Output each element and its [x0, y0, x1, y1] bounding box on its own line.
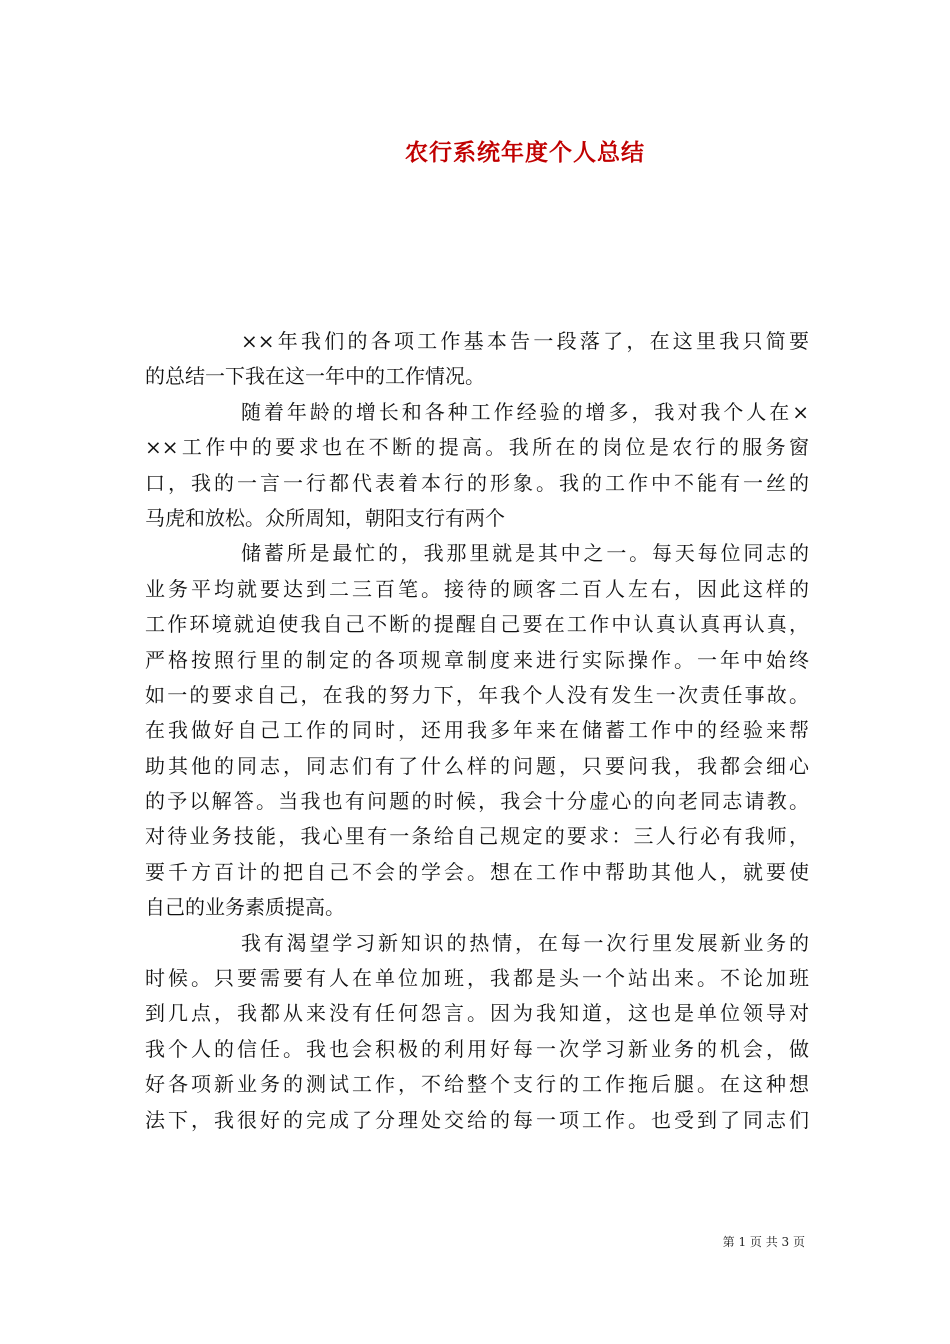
body-line: 法下，我很好的完成了分理处交给的每一项工作。也受到了同志们	[145, 1107, 809, 1132]
body-line: ××年我们的各项工作基本告一段落了，在这里我只简要	[241, 329, 809, 353]
body-line: 的予以解答。当我也有问题的时候，我会十分虚心的向老同志请教。	[145, 789, 809, 814]
body-line: 要千方百计的把自己不会的学会。想在工作中帮助其他人，就要使	[145, 859, 809, 884]
body-line: 的总结一下我在这一年中的工作情况。	[145, 364, 485, 389]
body-line: 口，我的一言一行都代表着本行的形象。我的工作中不能有一丝的	[145, 470, 809, 495]
body-line: 储蓄所是最忙的，我那里就是其中之一。每天每位同志的	[241, 541, 809, 566]
body-line: 好各项新业务的测试工作，不给整个支行的工作拖后腿。在这种想	[145, 1072, 809, 1097]
body-line: 到几点，我都从来没有任何怨言。因为我知道，这也是单位领导对	[145, 1001, 809, 1026]
body-line: 我有渴望学习新知识的热情，在每一次行里发展新业务的	[241, 930, 809, 955]
page-number: 第 1 页 共 3 页	[722, 1235, 805, 1249]
body-line: 助其他的同志，同志们有了什么样的问题，只要问我，我都会细心	[145, 753, 809, 778]
body-line: 工作环境就迫使我自己不断的提醒自己要在工作中认真认真再认真，	[145, 612, 809, 637]
document-body	[145, 324, 809, 1138]
document-title-text: 农行系统年度个人总结	[405, 139, 645, 166]
document-title	[0, 134, 950, 167]
body-line: 马虎和放松。众所周知，朝阳支行有两个	[145, 505, 505, 530]
body-line: 对待业务技能，我心里有一条给自己规定的要求：三人行必有我师，	[145, 824, 809, 849]
body-line: 自己的业务素质提高。	[145, 895, 345, 920]
body-line: 业务平均就要达到二三百笔。接待的顾客二百人左右，因此这样的	[145, 576, 809, 601]
body-line: 严格按照行里的制定的各项规章制度来进行实际操作。一年中始终	[145, 647, 809, 672]
body-line: 时候。只要需要有人在单位加班，我都是头一个站出来。不论加班	[145, 966, 809, 991]
body-line: 随着年龄的增长和各种工作经验的增多，我对我个人在×	[241, 399, 809, 424]
body-line: 在我做好自己工作的同时，还用我多年来在储蓄工作中的经验来帮	[145, 718, 809, 743]
body-line: 我个人的信任。我也会积极的利用好每一次学习新业务的机会，做	[145, 1036, 809, 1061]
body-line: ××工作中的要求也在不断的提高。我所在的岗位是农行的服务窗	[145, 435, 809, 460]
body-line: 如一的要求自己，在我的努力下，年我个人没有发生一次责任事故。	[145, 682, 809, 707]
